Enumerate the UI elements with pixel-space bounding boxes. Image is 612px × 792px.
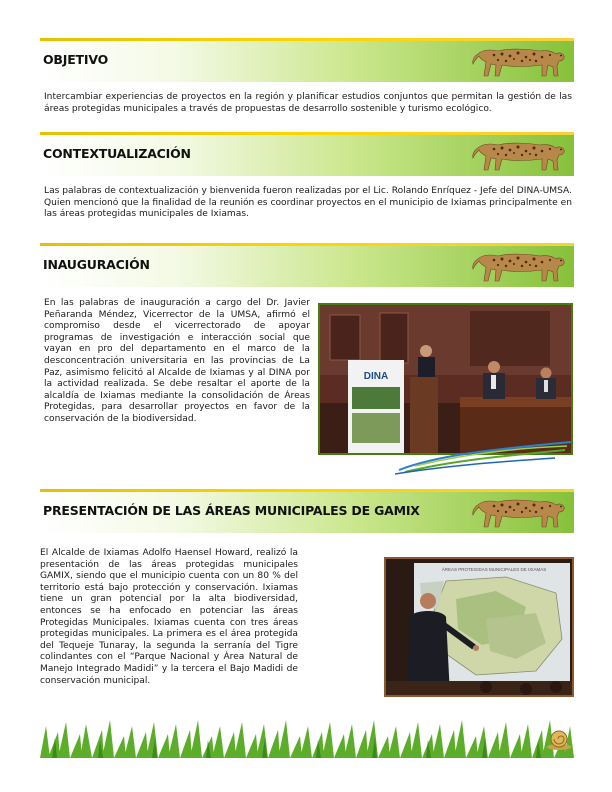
grass-footer-decoration: [40, 718, 574, 758]
presentation-photo: [384, 557, 574, 697]
section-paragraph: En las palabras de inauguración a cargo del Dr. Javier Peñaranda Méndez, Vicerrector de la UMSA, afirmó el compromiso desde el vicerrectorado de apoyar programas de investigación e interacción social que vayan en pro del departamento en el marco de la desconcentración universitaria en las provincias de La Paz, asimismo felicitó al Alcalde de Ixiamas y al DINA por la actividad realizada. Se debe resaltar el aporte de la alcaldía de Ixiamas mediante la consolidación de Áreas Protegidas, para desarrollar proyectos en favor de la conservación de la biodiversidad.: [44, 298, 310, 424]
section-header-objetivo: [40, 38, 574, 82]
grass-stroke-decoration: [395, 436, 573, 476]
section-title: OBJETIVO: [43, 52, 109, 67]
jaguar-icon: [472, 134, 568, 174]
jaguar-icon: [472, 40, 568, 80]
snail-icon: [546, 728, 572, 750]
section-paragraph: Las palabras de contextualización y bienvenida fueron realizadas por el Lic. Rolando Enríquez - Jefe del DINA-UMSA. Quien mencionó que la finalidad de la reunión es coordinar proyectos en el municipio de Ixiamas principalmente en las áreas protegidas municipales de Ixiamas.: [44, 186, 572, 220]
section-header-presentacion: [40, 489, 574, 533]
section-header-contextualizacion: [40, 132, 574, 176]
jaguar-icon: [472, 245, 568, 285]
section-title: CONTEXTUALIZACIÓN: [43, 146, 191, 161]
section-paragraph: Intercambiar experiencias de proyectos en la región y planificar estudios conjuntos que permitan la gestión de las áreas protegidas municipales a través de propuestas de desarrollo sostenible y turismo ecológico.: [44, 92, 572, 114]
section-title: PRESENTACIÓN DE LAS ÁREAS MUNICIPALES DE GAMIX: [43, 503, 420, 518]
inauguration-photo: [318, 303, 573, 455]
jaguar-icon: [472, 491, 568, 531]
section-title: INAUGURACIÓN: [43, 257, 150, 272]
banner-text: DINA: [363, 371, 389, 382]
section-header-inauguracion: [40, 243, 574, 287]
map-title: ÁREAS PROTEGIDAS MUNICIPALES DE IXIAMAS: [441, 567, 547, 572]
section-paragraph: El Alcalde de Ixiamas Adolfo Haensel Howard, realizó la presentación de las áreas protegidas municipales GAMIX, siendo que el municipio cuenta con un 80 % del territorio está bajo protección y conservación. Ixiamas tiene un gran potencial por la alta biodiversidad, entonces se ha enfocado en potenciar las áreas Protegidas Municipales. Ixiamas cuenta con tres áreas protegidas municipales. La primera es el área protegida del Tequeje Tunaray, la segunda la serranía del Tigre colindantes con el “Parque Nacional y Área Natural de Manejo Integrado Madidi” y la tercera el Bajo Madidi de conservación municipal.: [40, 548, 298, 686]
